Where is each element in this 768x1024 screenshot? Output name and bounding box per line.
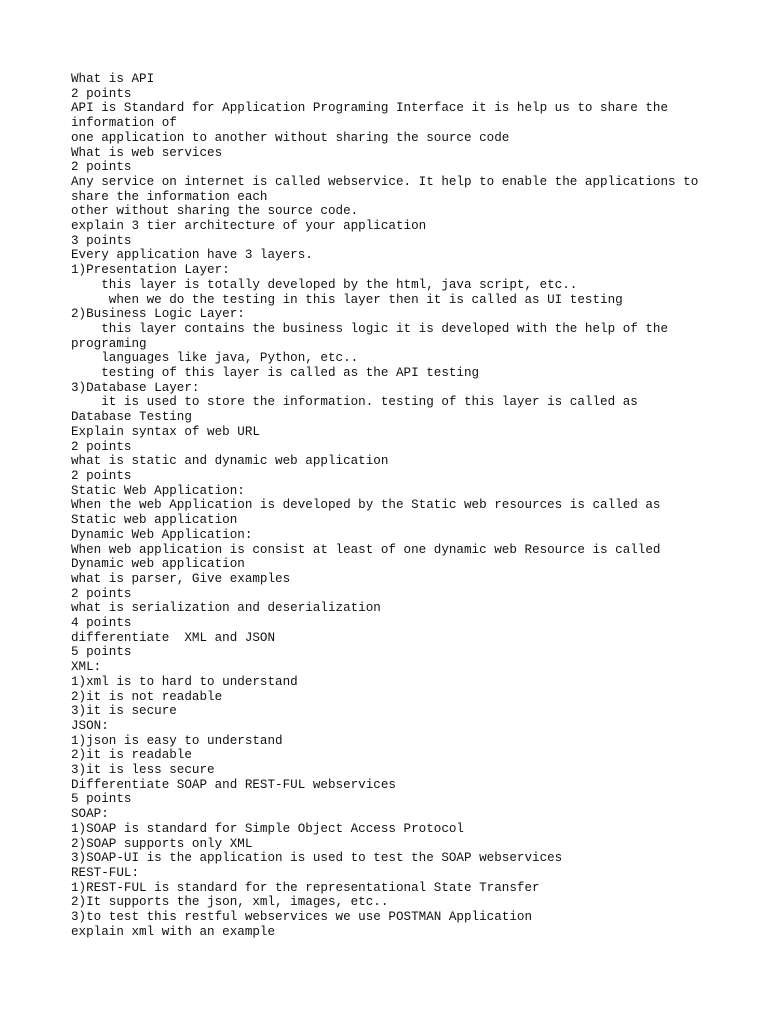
text-line: programing bbox=[71, 336, 147, 351]
text-line: what is static and dynamic web application bbox=[71, 454, 389, 469]
text-line: information of bbox=[71, 116, 177, 131]
text-line: SOAP: bbox=[71, 807, 109, 822]
text-line: 1)xml is to hard to understand bbox=[71, 674, 298, 689]
text-line: XML: bbox=[71, 660, 102, 675]
text-line: Static Web Application: bbox=[71, 483, 245, 498]
text-line: 1)json is easy to understand bbox=[71, 733, 283, 748]
text-line: this layer is totally developed by the html, java script, etc.. bbox=[71, 277, 578, 292]
text-line: explain xml with an example bbox=[71, 924, 276, 939]
text-line: JSON: bbox=[71, 718, 109, 733]
text-line: REST-FUL: bbox=[71, 865, 140, 880]
text-line: API is Standard for Application Programing Interface it is help us to share the bbox=[71, 101, 669, 116]
text-line: Dynamic web application bbox=[71, 557, 245, 572]
text-line: 2)SOAP supports only XML bbox=[71, 836, 253, 851]
text-line: 1)SOAP is standard for Simple Object Access Protocol bbox=[71, 821, 464, 836]
text-line: languages like java, Python, etc.. bbox=[71, 351, 359, 366]
document-body bbox=[71, 72, 761, 939]
text-line: 2)It supports the json, xml, images, etc.. bbox=[71, 895, 389, 910]
text-line: differentiate XML and JSON bbox=[71, 630, 276, 645]
text-line: Database Testing bbox=[71, 410, 192, 425]
text-line: 3)SOAP-UI is the application is used to test the SOAP webservices bbox=[71, 851, 563, 866]
text-line: What is API bbox=[71, 72, 155, 86]
text-line: 1)REST-FUL is standard for the representational State Transfer bbox=[71, 880, 540, 895]
text-line: 1)Presentation Layer: bbox=[71, 263, 230, 278]
text-line: share the information each bbox=[71, 189, 268, 204]
text-line: what is serialization and deserialization bbox=[71, 601, 381, 616]
text-line: 2 points bbox=[71, 586, 132, 601]
text-line: 2 points bbox=[71, 439, 132, 454]
text-line: 3)Database Layer: bbox=[71, 380, 200, 395]
text-line: 2)Business Logic Layer: bbox=[71, 307, 245, 322]
text-line: Static web application bbox=[71, 513, 238, 528]
text-line: Explain syntax of web URL bbox=[71, 424, 260, 439]
text-line: 3)to test this restful webservices we use POSTMAN Application bbox=[71, 910, 533, 925]
text-line: it is used to store the information. testing of this layer is called as bbox=[71, 395, 638, 410]
text-line: 2)it is not readable bbox=[71, 689, 223, 704]
text-line: When the web Application is developed by the Static web resources is called as bbox=[71, 498, 661, 513]
text-line: Any service on internet is called webservice. It help to enable the applications to bbox=[71, 174, 699, 189]
text-line: this layer contains the business logic it is developed with the help of the bbox=[71, 321, 669, 336]
text-line: testing of this layer is called as the API testing bbox=[71, 366, 480, 381]
text-line: 2 points bbox=[71, 160, 132, 175]
text-line: 4 points bbox=[71, 616, 132, 631]
text-line: 2)it is readable bbox=[71, 748, 192, 763]
text-line: explain 3 tier architecture of your application bbox=[71, 219, 427, 234]
text-line: What is web services bbox=[71, 145, 223, 160]
text-line: what is parser, Give examples bbox=[71, 571, 291, 586]
text-line: when we do the testing in this layer then it is called as UI testing bbox=[71, 292, 623, 307]
text-line: Dynamic Web Application: bbox=[71, 527, 253, 542]
text-line: other without sharing the source code. bbox=[71, 204, 359, 219]
text-line: 2 points bbox=[71, 468, 132, 483]
text-line: Every application have 3 layers. bbox=[71, 248, 313, 263]
text-line: 5 points bbox=[71, 645, 132, 660]
text-line: 3)it is secure bbox=[71, 704, 177, 719]
text-line: When web application is consist at least of one dynamic web Resource is called bbox=[71, 542, 661, 557]
text-line: 3 points bbox=[71, 233, 132, 248]
text-line: one application to another without sharing the source code bbox=[71, 130, 510, 145]
text-line: 2 points bbox=[71, 86, 132, 101]
text-line: 5 points bbox=[71, 792, 132, 807]
text-line: Differentiate SOAP and REST-FUL webservices bbox=[71, 777, 396, 792]
text-line: 3)it is less secure bbox=[71, 763, 215, 778]
